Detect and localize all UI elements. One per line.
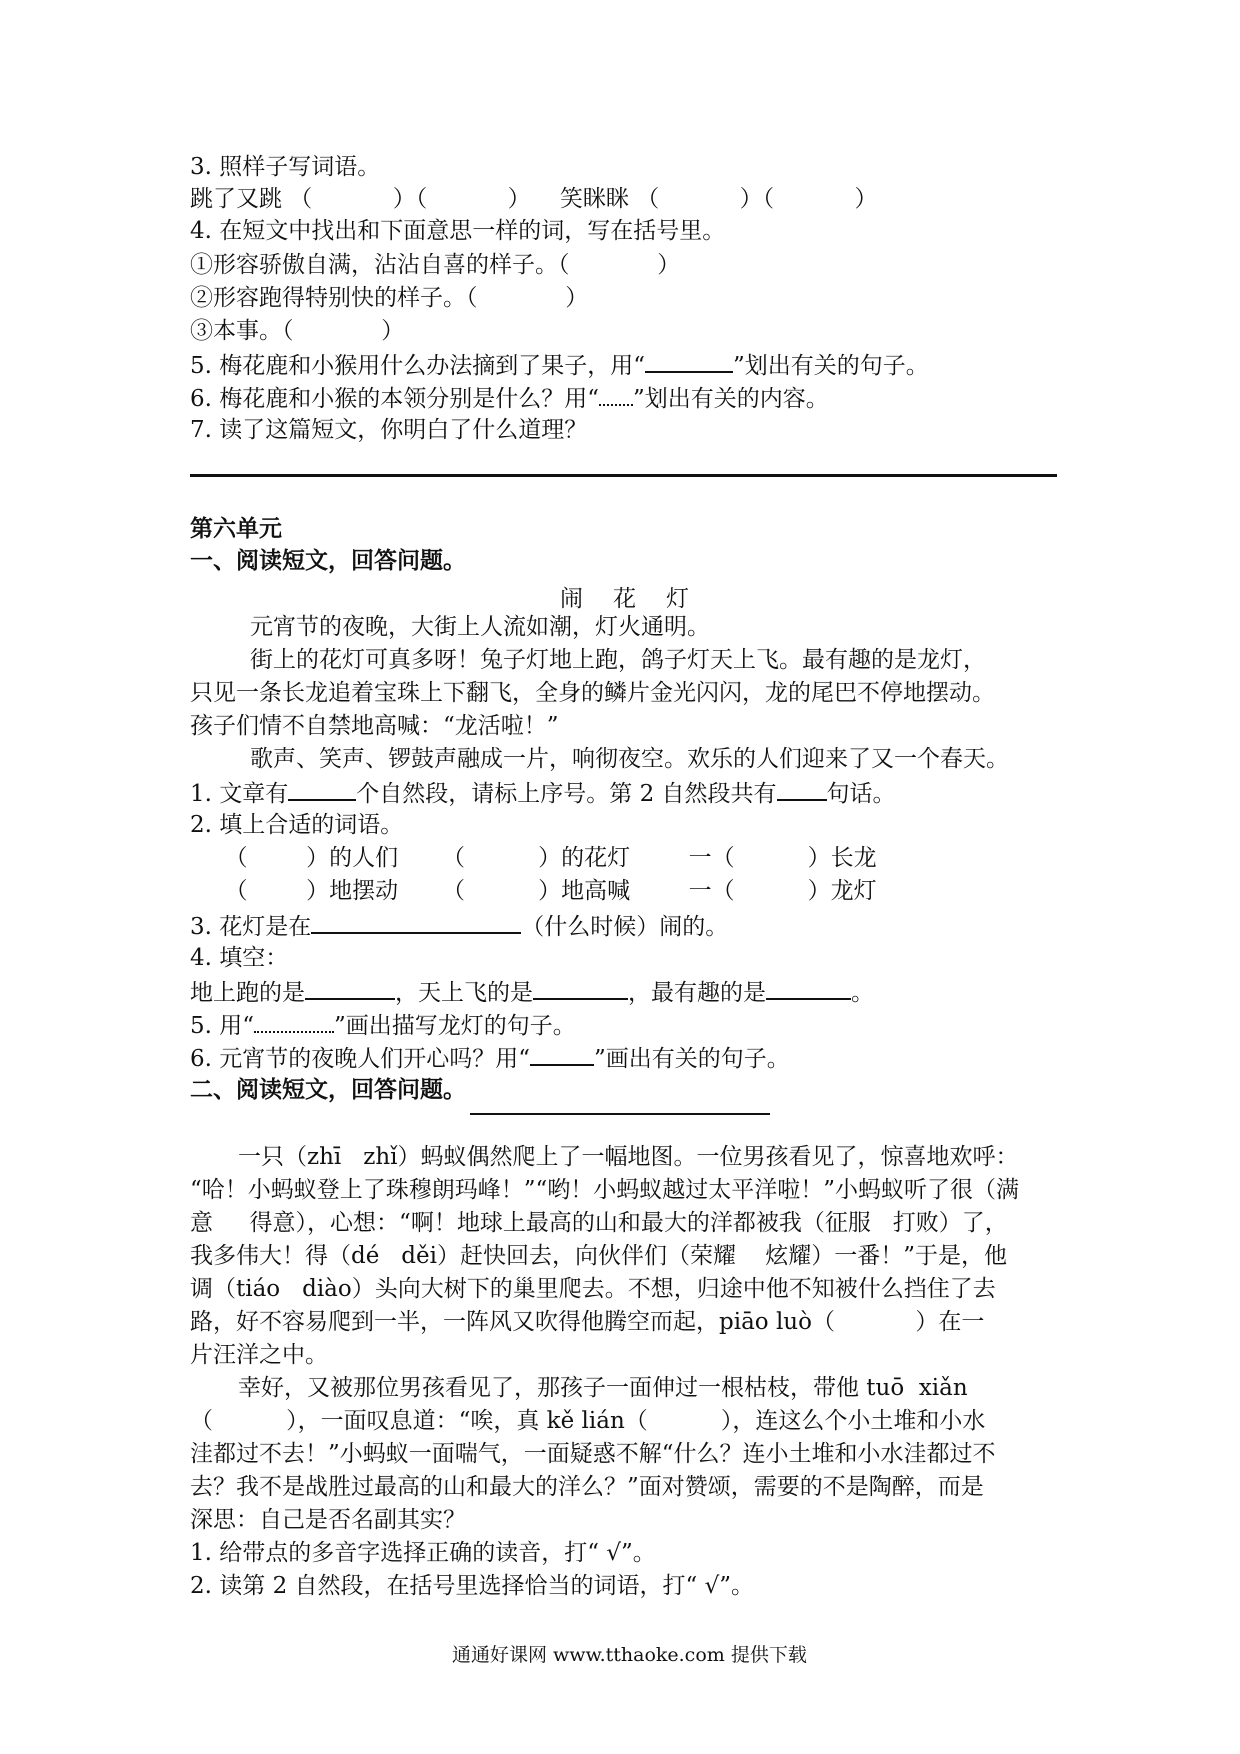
passage-p2-line2: 只见一条长龙追着宝珠上下翻飞，全身的鳞片金光闪闪，龙的尾巴不停地摆动。 <box>190 680 995 706</box>
u6-q1-c: 句话。 <box>826 781 896 807</box>
q6-wavy-sample <box>599 382 633 406</box>
u6-q3-b: （什么时候）闹的。 <box>521 914 729 940</box>
q5-text <box>190 349 929 381</box>
passage2-line4: 我多伟大！得（dé děi）赶快回去，向伙伴们（荣耀 炫耀）一番！”于是，他 <box>190 1243 1007 1269</box>
u6-q5-b: ”画出描写龙灯的句子。 <box>334 1013 576 1039</box>
section1-heading: 一、阅读短文，回答问题。 <box>190 548 466 574</box>
passage-title: 闹花灯 <box>560 586 719 612</box>
q3-row: 跳了又跳 （ ）（ ） 笑眯眯 （ ）（ ） <box>190 186 878 212</box>
u6-q2-row1: （ ）的人们 （ ）的花灯 一（ ）长龙 <box>210 845 877 871</box>
u6-q4-c: ，最有趣的是 <box>628 980 766 1006</box>
passage2-line3: 意 得意），心想：“啊！地球上最高的山和最大的洋都被我（征服 打败）了， <box>190 1210 1008 1236</box>
u6-q5 <box>190 1009 576 1041</box>
passage-p2-line3: 孩子们情不自禁地高喊：“龙活啦！” <box>190 713 559 739</box>
unit-heading: 第六单元 <box>190 516 282 542</box>
s2-q1: 1. 给带点的多音字选择正确的读音，打“ √”。 <box>190 1540 656 1566</box>
q6-prefix: 6. 梅花鹿和小猴的本领分别是什么？用“ <box>190 386 600 412</box>
q5-prefix: 5. 梅花鹿和小猴用什么办法摘到了果子，用“ <box>190 353 646 379</box>
section-divider <box>190 474 1057 477</box>
u6-q2-row2: （ ）地摆动 （ ）地高喊 一（ ）龙灯 <box>210 878 877 904</box>
u6-q2: 2. 填上合适的词语。 <box>190 812 404 838</box>
u6-q3 <box>190 910 728 942</box>
u6-q5-a: 5. 用“ <box>190 1013 255 1039</box>
passage2-line2: “哈！小蚂蚁登上了珠穆朗玛峰！”“哟！小蚂蚁越过太平洋啦！”小蚂蚁听了很（满 <box>190 1177 1020 1203</box>
q5-underline-sample <box>645 349 733 373</box>
u6-q4-a: 地上跑的是 <box>190 980 305 1006</box>
u6-q1-blank1 <box>288 777 356 801</box>
passage2-title-blank <box>470 1113 770 1115</box>
u6-q3-a: 3. 花灯是在 <box>190 914 312 940</box>
u6-q6-b: ”画出有关的句子。 <box>594 1046 790 1072</box>
page-footer: 通通好课网 www.tthaoke.com 提供下载 <box>452 1644 807 1666</box>
q4-item-2: ②形容跑得特别快的样子。（ ） <box>190 285 589 311</box>
q6-text <box>190 382 829 414</box>
passage2-line7: 片汪洋之中。 <box>190 1342 328 1368</box>
q5-suffix: ”划出有关的句子。 <box>733 353 929 379</box>
passage-p3: 歌声、笑声、锣鼓声融成一片，响彻夜空。欢乐的人们迎来了又一个春天。 <box>250 746 1009 772</box>
q4-item-1: ①形容骄傲自满，沾沾自喜的样子。（ ） <box>190 252 681 278</box>
passage2-line1: 一只（zhī zhǐ）蚂蚁偶然爬上了一幅地图。一位男孩看见了，惊喜地欢呼： <box>238 1144 1019 1170</box>
u6-q6 <box>190 1042 790 1074</box>
passage2-line11: 去？我不是战胜过最高的山和最大的洋么？”面对赞颂，需要的不是陶醉，而是 <box>190 1474 984 1500</box>
passage2-line6: 路，好不容易爬到一半，一阵风又吹得他腾空而起，piāo luò（ ）在一 <box>190 1309 985 1335</box>
q4-item-3: ③本事。（ ） <box>190 318 405 344</box>
passage2-line10: 洼都过不去！”小蚂蚁一面喘气，一面疑惑不解“什么？连小土堆和小水洼都过不 <box>190 1441 996 1467</box>
u6-q1-b: 个自然段，请标上序号。第 2 自然段共有 <box>356 781 777 807</box>
u6-q6-underline-sample <box>530 1042 594 1066</box>
passage2-line5: 调（tiáo diào）头向大树下的巢里爬去。不想，归途中他不知被什么挡住了去 <box>190 1276 996 1302</box>
passage-p2-line1: 街上的花灯可真多呀！兔子灯地上跑，鸽子灯天上飞。最有趣的是龙灯， <box>250 647 986 673</box>
u6-q4: 4. 填空： <box>190 945 289 971</box>
s2-q2: 2. 读第 2 自然段，在括号里选择恰当的词语，打“ √”。 <box>190 1573 754 1599</box>
u6-q1-a: 1. 文章有 <box>190 781 289 807</box>
q7-text: 7. 读了这篇短文，你明白了什么道理？ <box>190 417 588 443</box>
passage2-line12: 深思：自己是否名副其实？ <box>190 1507 466 1533</box>
u6-q4-b: ，天上飞的是 <box>395 980 533 1006</box>
passage2-line9: （ ），一面叹息道：“唉，真 kě lián（ ），连这么个小土堆和小水 <box>190 1408 986 1434</box>
u6-q4-d: 。 <box>851 980 874 1006</box>
passage2-line8: 幸好，又被那位男孩看见了，那孩子一面伸过一根枯枝，带他 tuō xiǎn <box>238 1375 968 1401</box>
q4-text: 4. 在短文中找出和下面意思一样的词，写在括号里。 <box>190 218 726 244</box>
u6-q4-blank1 <box>305 976 395 1000</box>
q6-suffix: ”划出有关的内容。 <box>633 386 829 412</box>
u6-q1-blank2 <box>777 777 827 801</box>
u6-q6-a: 6. 元宵节的夜晚人们开心吗？用“ <box>190 1046 531 1072</box>
u6-q4-fill <box>190 976 874 1008</box>
u6-q4-blank3 <box>766 976 851 1000</box>
u6-q5-wavy-sample <box>254 1009 334 1033</box>
q3-text: 3. 照样子写词语。 <box>190 154 381 180</box>
u6-q3-blank <box>311 910 521 934</box>
section2-heading: 二、阅读短文，回答问题。 <box>190 1077 466 1103</box>
u6-q4-blank2 <box>533 976 628 1000</box>
u6-q1 <box>190 777 896 809</box>
passage-p1: 元宵节的夜晚，大街上人流如潮，灯火通明。 <box>250 614 710 640</box>
